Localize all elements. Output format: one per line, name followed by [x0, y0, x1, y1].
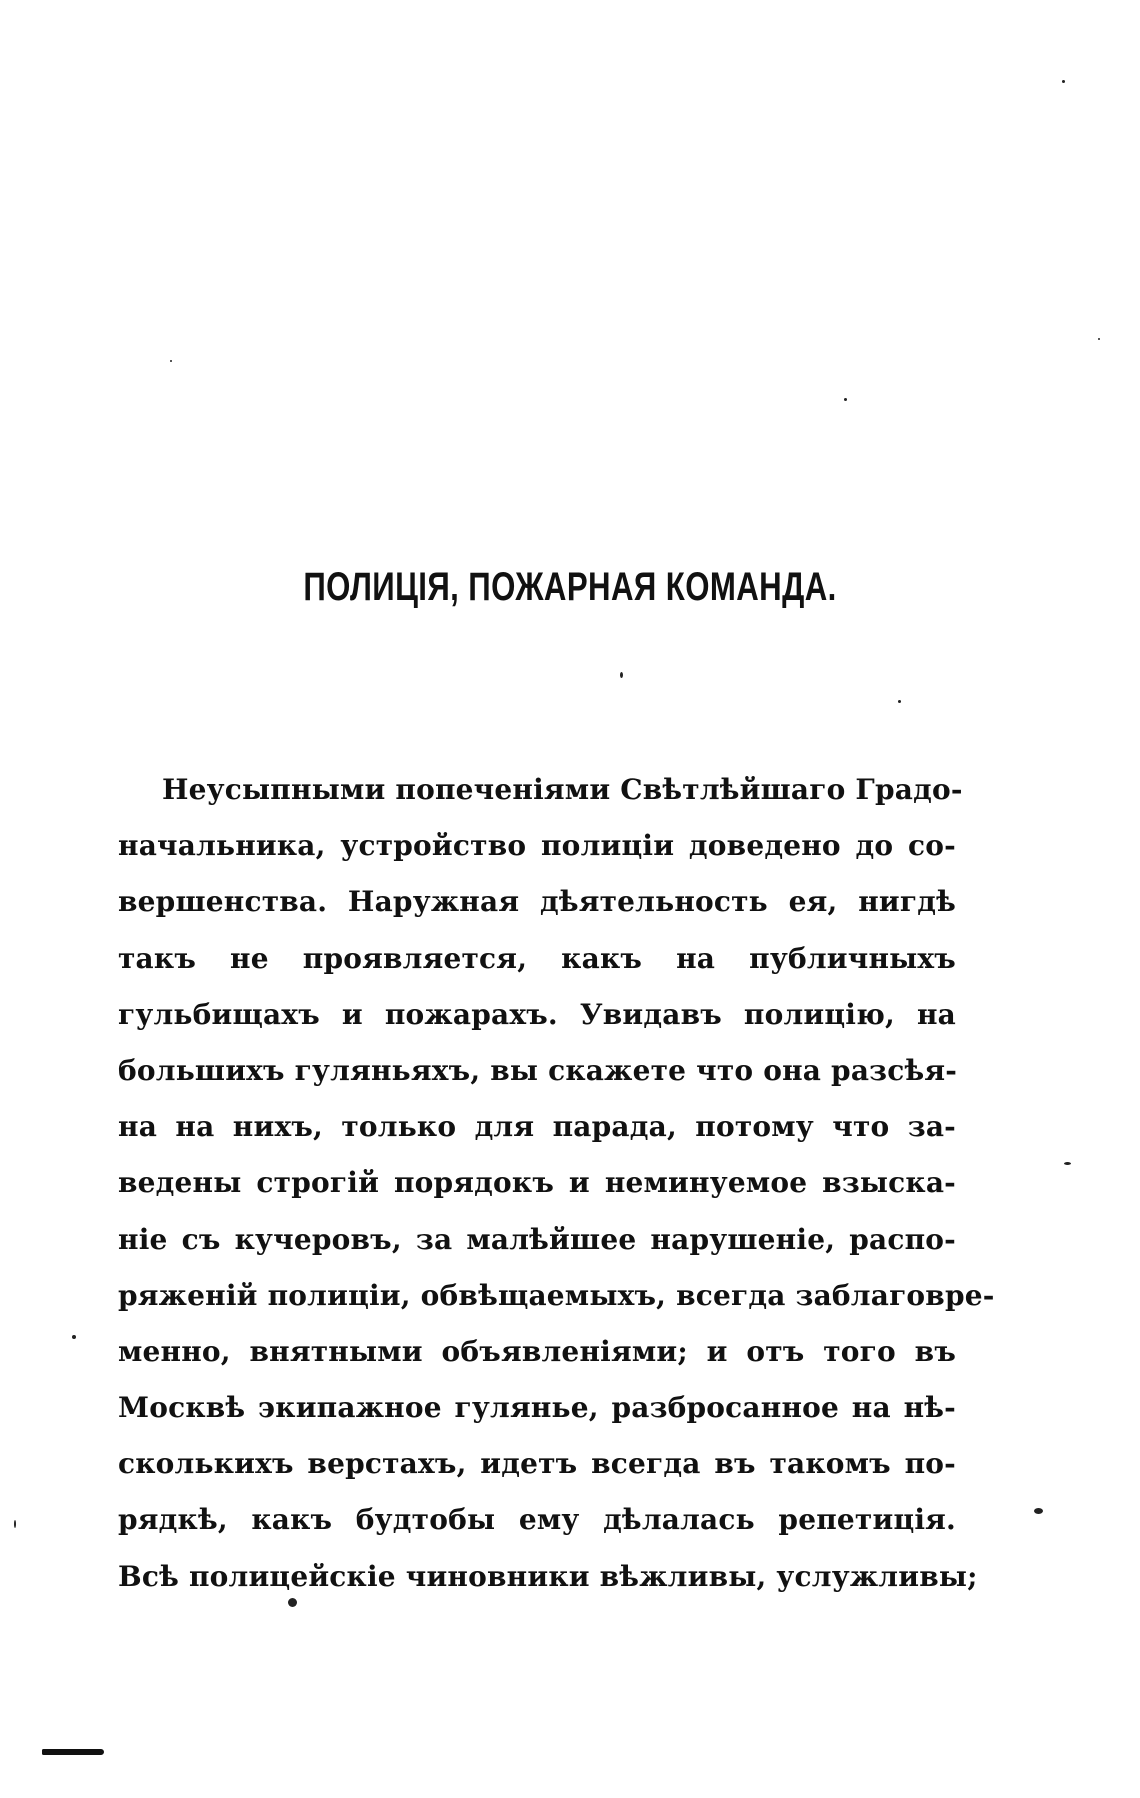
scan-speck [1062, 80, 1065, 83]
body-text [118, 762, 995, 1605]
text-line: на на нихъ, только для парада, потому что за- [118, 1110, 956, 1144]
text-line: менно, внятными объявленіями; и отъ того въ [118, 1334, 956, 1368]
scan-speck [72, 1335, 76, 1339]
text-line: Неусыпными попеченіями Свѣтлѣйшаго Градо- [162, 773, 963, 806]
scan-edge-mark [42, 1749, 104, 1755]
scan-speck [14, 1520, 16, 1528]
scan-speck [1098, 338, 1100, 340]
text-line: ряженій полиціи, обвѣщаемыхъ, всегда заблаговре- [118, 1278, 995, 1312]
text-line: вершенства. Наружная дѣятельность ея, нигдѣ [118, 885, 956, 919]
text-line: гульбищахъ и пожарахъ. Увидавъ полицію, на [118, 997, 956, 1031]
text-line: большихъ гуляньяхъ, вы скажете что она разсѣя- [118, 1053, 958, 1087]
scan-speck [1064, 1162, 1071, 1165]
scan-speck [170, 360, 172, 362]
text-line: сколькихъ верстахъ, идетъ всегда въ такомъ по- [118, 1447, 956, 1481]
text-line: ведены строгій порядокъ и неминуемое взыска- [118, 1166, 956, 1200]
scan-speck [844, 398, 847, 401]
text-line: Всѣ полицейскіе чиновники вѣжливы, услужливы; [118, 1559, 978, 1593]
scan-speck [288, 1598, 297, 1607]
scan-speck [1034, 1508, 1043, 1514]
text-line: ніе съ кучеровъ, за малѣйшее нарушеніе, распо- [118, 1222, 956, 1256]
text-line: такъ не проявляется, какъ на публичныхъ [118, 941, 956, 975]
scan-speck [898, 700, 901, 703]
text-line: рядкѣ, какъ будтобы ему дѣлалась репетиція. [118, 1503, 956, 1537]
scan-speck [620, 672, 623, 678]
chapter-title: ПОЛИЦІЯ, ПОЖАРНАЯ КОМАНДА. [303, 565, 837, 609]
text-line: начальника, устройство полиціи доведено до со- [118, 829, 956, 863]
text-line: Москвѣ экипажное гулянье, разбросанное на нѣ- [118, 1391, 956, 1425]
